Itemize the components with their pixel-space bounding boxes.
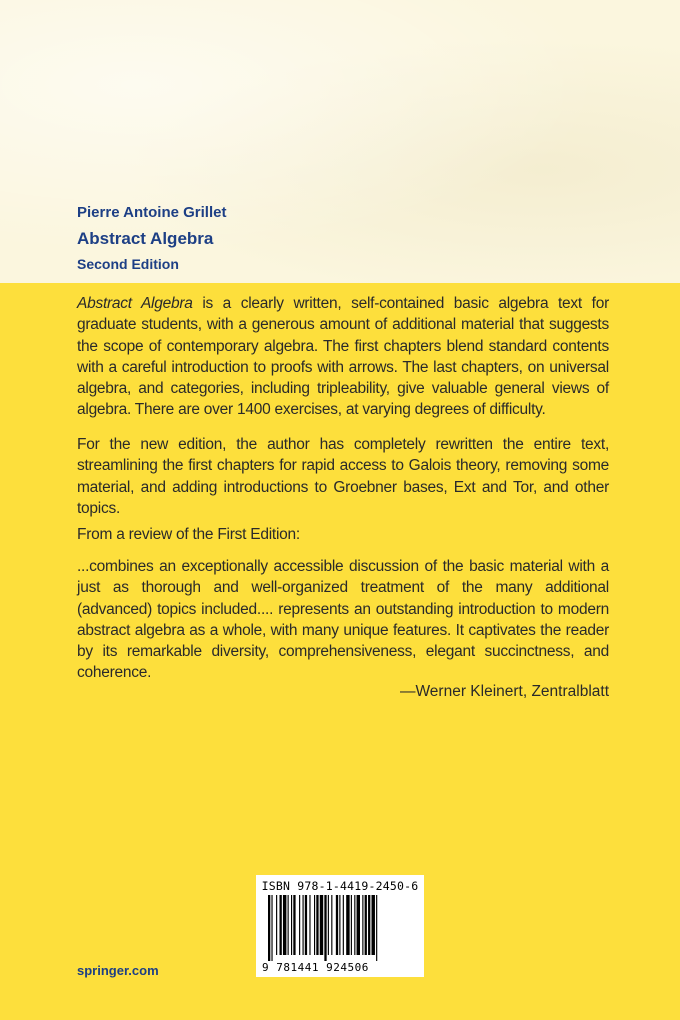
barcode-bar [336,895,338,955]
barcode-bar [271,895,272,961]
title-italic: Abstract Algebra [77,295,193,312]
barcode-bar [372,895,375,955]
barcode-bar [362,895,363,955]
barcode-digits: 9 781441 924506 [262,961,369,974]
barcode-bar [331,895,332,955]
barcode-bar [293,895,295,955]
barcode-bar [368,895,370,955]
barcode-bar [303,895,304,955]
barcode-bar [276,895,277,955]
barcode-bar [268,895,270,961]
barcode-bar [339,895,340,955]
barcode-bar [324,895,326,961]
barcode-bar [343,895,344,955]
barcode-bar [299,895,300,955]
barcode-bar [351,895,352,955]
barcode-bar [346,895,349,955]
barcode-bar [291,895,292,955]
review-intro: From a review of the First Edition: [77,526,300,543]
website-link[interactable]: springer.com [77,963,159,978]
isbn-label: ISBN 978-1-4419-2450-6 [261,879,419,893]
barcode-bar [288,895,289,955]
barcode-bar [314,895,315,955]
edition-label: Second Edition [77,256,179,272]
barcode-bar [309,895,310,955]
review-attribution: —Werner Kleinert, Zentralblatt [399,683,609,700]
barcode-bar [365,895,367,955]
barcode-bar [305,895,307,955]
description-paragraph-1-text: is a clearly written, self-contained basic algebra text for graduate students, with a generous amount of additional material that suggests the scope of contemporary algebra. The first chapters blend standard contents with a careful introduction to proofs with arrows. The last chapters, on universal algebra, and categories, including tripleability, give valuable general views of algebra. There are over 1400 exercises, at varying degrees of difficulty. [77,295,609,419]
description-paragraph-2: For the new edition, the author has completely rewritten the entire text, streamlining the first chapters for rapid access to Galois theory, removing some material, and adding introductions to Groebner bases, Ext and Tor, and other topics. [77,436,609,517]
description-paragraph-1 [77,293,609,421]
isbn-barcode [256,875,424,977]
barcode-bar [357,895,360,955]
barcode-bars [268,895,412,961]
barcode-bar [376,895,377,961]
barcode-bar [328,895,329,955]
author-name: Pierre Antoine Grillet [77,204,227,221]
barcode-bar [320,895,323,955]
barcode-bar [316,895,318,955]
book-title: Abstract Algebra [77,229,214,248]
barcode-bar [354,895,355,955]
barcode-bar [283,895,286,955]
barcode-bar [280,895,282,955]
review-quote: ...combines an exceptionally accessible discussion of the basic material with a just as thorough and well-organized treatment of the many additional (advanced) topics included.... represents an outstanding introduction to modern abstract algebra as a whole, with many unique features. It captivates the reader by its remarkable diversity, comprehensiveness, elegant succinctness, and coherence. [77,558,609,682]
